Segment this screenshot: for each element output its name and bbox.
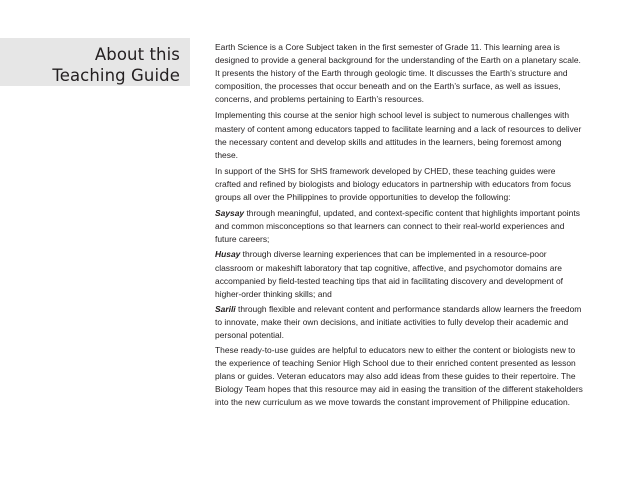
section-title-line-2: Teaching Guide	[52, 66, 180, 85]
paragraph-framework: In support of the SHS for SHS framework developed by CHED, these teaching guides were crafted and refined by biologists and biology educators in partnership with educators from focus groups all over the Philippines to provide opportunities to develop the following:	[215, 165, 571, 203]
list-item-saysay	[215, 207, 583, 246]
item-text-husay: through diverse learning experiences that can be implemented in a resource-poor classroom or makeshift laboratory that tap cognitive, affective, and psychomotor domains are accompanied by field-tested teaching tips that aid in facilitating discovery and development of higher-order thinking skills; and	[215, 249, 564, 299]
paragraph-intro: Earth Science is a Core Subject taken in the first semester of Grade 11. This learning area is designed to provide a general background for the understanding of the Earth on a planetary scale. It presents the history of the Earth through geologic time. It discusses the Earth’s structure and composition, the processes that occur beneath and on the Earth’s surface, as well as issues, concerns, and problems pertaining to Earth’s resources.	[215, 42, 581, 105]
term-sarili: Sarili	[215, 303, 236, 314]
body-text	[215, 41, 583, 413]
item-text-saysay: through meaningful, updated, and context-specific content that highlights important points and common misconceptions so that learners can connect to their real-world experiences and future careers;	[215, 208, 580, 245]
term-husay: Husay	[215, 249, 241, 260]
paragraph-closing: These ready-to-use guides are helpful to educators new to either the content or biologists new to the experience of teaching Senior High School due to their enriched content presented as lesson plans or guides. Veteran educators may also add ideas from these guides to their repertoire. The Biology Team hopes that this resource may aid in easing the transition of the different stakeholders into the new curriculum as we move towards the constant improvement of Philippine education.	[215, 345, 583, 408]
list-item-sarili	[215, 303, 583, 342]
list-item-husay	[215, 248, 583, 300]
paragraph-challenges: Implementing this course at the senior high school level is subject to numerous challenges with mastery of content among educators tapped to facilitate learning and a lack of resources to deliver the necessary content and develop skills and attitudes in the learners, being foremost among these.	[215, 110, 582, 160]
section-title-line-1: About this	[94, 45, 180, 64]
section-title	[52, 44, 180, 86]
section-heading-block	[0, 38, 190, 86]
item-text-sarili: through flexible and relevant content and performance standards allow learners the freedom to innovate, make their own decisions, and initiate activities to fully develop their academic and personal potential.	[215, 303, 582, 340]
term-saysay: Saysay	[215, 208, 245, 219]
